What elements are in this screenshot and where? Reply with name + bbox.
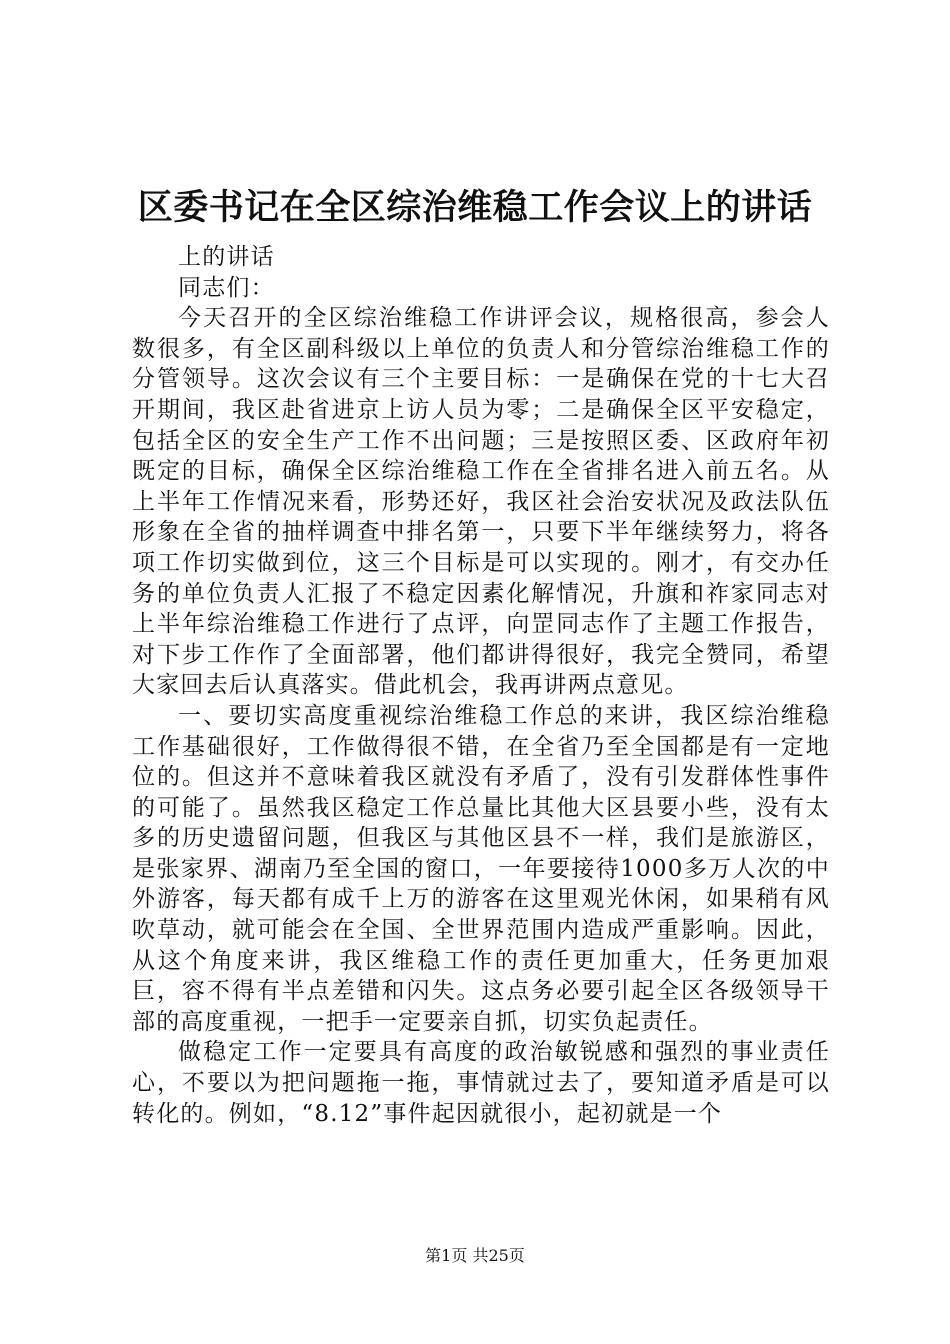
page-number-footer: 第1页 共25页: [425, 1246, 525, 1265]
paragraph: 做稳定工作一定要具有高度的政治敏锐感和强烈的事业责任心，不要以为把问题拖一拖，事情就过去了，要知道矛盾是可以转化的。例如，“8.12”事件起因就很小，起初就是一个: [132, 1039, 830, 1127]
paragraph: 上的讲话: [178, 244, 275, 270]
paragraph-salutation: 同志们：: [178, 274, 275, 301]
document-title: 区委书记在全区综治维稳工作会议上的讲话: [137, 187, 813, 228]
paragraph: 一、要切实高度重视综治维稳工作总的来讲，我区综治维稳工作基础很好，工作做得很不错，在全省乃至全国都是有一定地位的。但这并不意味着我区就没有矛盾了，没有引发群体性事件的可能了。虽然我区稳定工作总量比其他大区县要小些，没有太多的历史遗留问题，但我区与其他区县不一样，我们是旅游区，是张家界、湖南乃至全国的窗口，一年要接待1000多万人次的中外游客，每天都有成千上万的游客在这里观光休闲，如果稍有风吹草动，就可能会在全国、全世界范围内造成严重影响。因此，从这个角度来讲，我区维稳工作的责任更加重大，任务更加艰巨，容不得有半点差错和闪失。这点务必要引起全区各级领导干部的高度重视，一把手一定要亲自抓，切实负起责任。: [132, 702, 830, 1035]
paragraph: 今天召开的全区综治维稳工作讲评会议，规格很高，参会人数很多，有全区副科级以上单位的负责人和分管综治维稳工作的分管领导。这次会议有三个主要目标：一是确保在党的十七大召开期间，我区赴省进京上访人员为零；二是确保全区平安稳定，包括全区的安全生产工作不出问题；三是按照区委、区政府年初既定的目标，确保全区综治维稳工作在全省排名进入前五名。从上半年工作情况来看，形势还好，我区社会治安状况及政法队伍形象在全省的抽样调查中排名第一，只要下半年继续努力，将各项工作切实做到位，这三个目标是可以实现的。刚才，有交办任务的单位负责人汇报了不稳定因素化解情况，升旗和祚家同志对上半年综治维稳工作进行了点评，向罡同志作了主题工作报告，对下步工作作了全面部署，他们都讲得很好，我完全赞同，希望大家回去后认真落实。借此机会，我再讲两点意见。: [132, 305, 830, 699]
document-body: [132, 242, 830, 1129]
